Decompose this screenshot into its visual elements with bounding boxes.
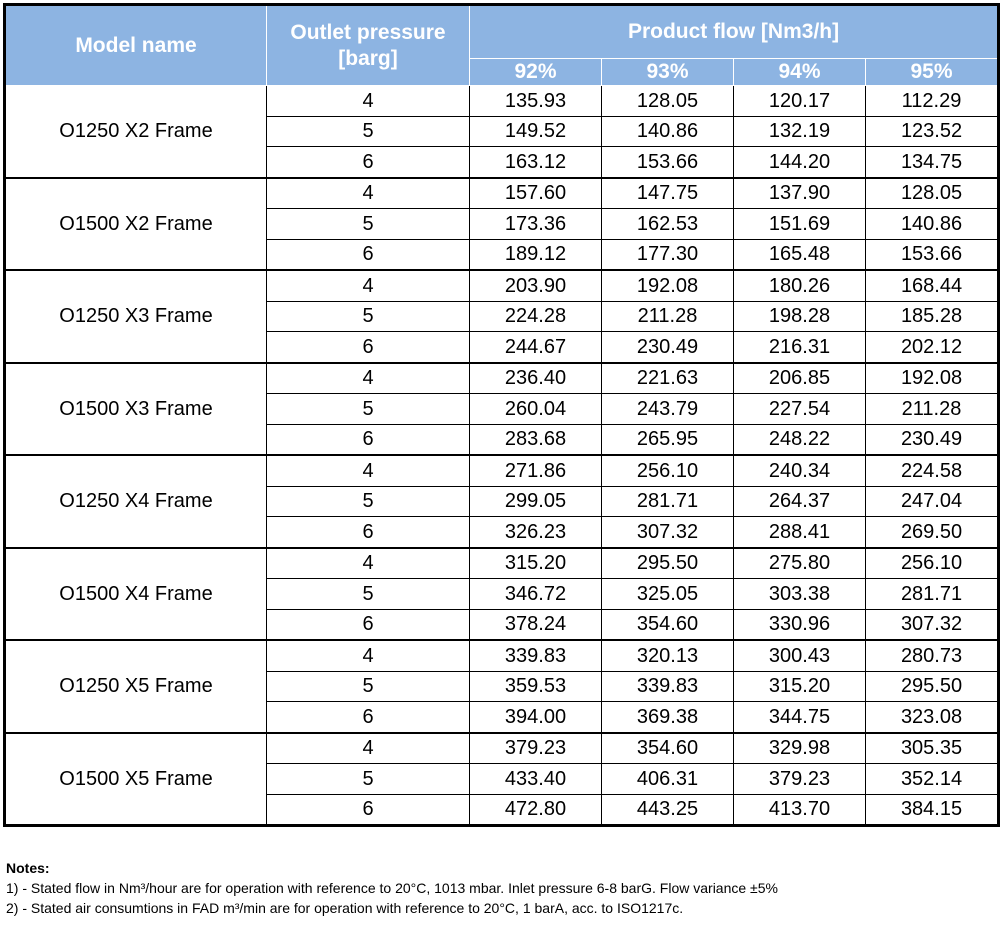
flow-value-cell: 192.08 bbox=[602, 270, 734, 301]
flow-value-cell: 265.95 bbox=[602, 424, 734, 455]
purity-header-95: 95% bbox=[866, 59, 999, 86]
flow-value-cell: 149.52 bbox=[470, 116, 602, 147]
model-name-cell: O1250 X3 Frame bbox=[5, 270, 267, 363]
flow-value-cell: 315.20 bbox=[470, 548, 602, 579]
flow-value-cell: 260.04 bbox=[470, 394, 602, 425]
table-row bbox=[5, 640, 999, 671]
flow-value-cell: 256.10 bbox=[866, 548, 999, 579]
outlet-pressure-cell: 5 bbox=[267, 764, 470, 795]
flow-value-cell: 147.75 bbox=[602, 178, 734, 209]
outlet-pressure-cell: 4 bbox=[267, 548, 470, 579]
product-flow-table bbox=[3, 3, 1000, 827]
flow-value-cell: 281.71 bbox=[602, 486, 734, 517]
flow-value-cell: 384.15 bbox=[866, 794, 999, 826]
flow-value-cell: 315.20 bbox=[734, 671, 866, 702]
flow-value-cell: 135.93 bbox=[470, 86, 602, 117]
outlet-pressure-cell: 6 bbox=[267, 332, 470, 363]
flow-value-cell: 180.26 bbox=[734, 270, 866, 301]
flow-value-cell: 198.28 bbox=[734, 301, 866, 332]
flow-value-cell: 236.40 bbox=[470, 363, 602, 394]
flow-value-cell: 352.14 bbox=[866, 764, 999, 795]
flow-value-cell: 323.08 bbox=[866, 702, 999, 733]
outlet-pressure-cell: 6 bbox=[267, 609, 470, 640]
model-name-cell: O1500 X2 Frame bbox=[5, 178, 267, 271]
outlet-pressure-cell: 6 bbox=[267, 702, 470, 733]
flow-value-cell: 378.24 bbox=[470, 609, 602, 640]
table-row bbox=[5, 455, 999, 486]
flow-value-cell: 354.60 bbox=[602, 733, 734, 764]
flow-value-cell: 406.31 bbox=[602, 764, 734, 795]
outlet-pressure-header bbox=[267, 5, 470, 86]
flow-value-cell: 244.67 bbox=[470, 332, 602, 363]
flow-value-cell: 329.98 bbox=[734, 733, 866, 764]
table-row bbox=[5, 363, 999, 394]
outlet-pressure-cell: 5 bbox=[267, 486, 470, 517]
flow-value-cell: 162.53 bbox=[602, 209, 734, 240]
flow-value-cell: 134.75 bbox=[866, 147, 999, 178]
model-name-cell: O1500 X3 Frame bbox=[5, 363, 267, 456]
flow-value-cell: 303.38 bbox=[734, 579, 866, 610]
flow-value-cell: 140.86 bbox=[602, 116, 734, 147]
flow-value-cell: 123.52 bbox=[866, 116, 999, 147]
table-header bbox=[5, 5, 999, 86]
purity-header-94: 94% bbox=[734, 59, 866, 86]
flow-value-cell: 264.37 bbox=[734, 486, 866, 517]
table-row bbox=[5, 733, 999, 764]
flow-value-cell: 177.30 bbox=[602, 239, 734, 270]
flow-value-cell: 280.73 bbox=[866, 640, 999, 671]
flow-value-cell: 295.50 bbox=[602, 548, 734, 579]
flow-value-cell: 128.05 bbox=[602, 86, 734, 117]
flow-value-cell: 346.72 bbox=[470, 579, 602, 610]
flow-value-cell: 128.05 bbox=[866, 178, 999, 209]
flow-value-cell: 433.40 bbox=[470, 764, 602, 795]
model-name-header: Model name bbox=[5, 5, 267, 86]
table-row bbox=[5, 548, 999, 579]
flow-value-cell: 137.90 bbox=[734, 178, 866, 209]
flow-value-cell: 307.32 bbox=[602, 517, 734, 548]
table-row bbox=[5, 178, 999, 209]
flow-value-cell: 281.71 bbox=[866, 579, 999, 610]
flow-value-cell: 295.50 bbox=[866, 671, 999, 702]
table-row bbox=[5, 270, 999, 301]
flow-value-cell: 299.05 bbox=[470, 486, 602, 517]
flow-value-cell: 165.48 bbox=[734, 239, 866, 270]
flow-value-cell: 211.28 bbox=[866, 394, 999, 425]
purity-header-93: 93% bbox=[602, 59, 734, 86]
notes-section bbox=[6, 858, 986, 918]
flow-value-cell: 359.53 bbox=[470, 671, 602, 702]
flow-value-cell: 230.49 bbox=[602, 332, 734, 363]
outlet-pressure-cell: 4 bbox=[267, 178, 470, 209]
flow-value-cell: 112.29 bbox=[866, 86, 999, 117]
outlet-pressure-cell: 6 bbox=[267, 794, 470, 826]
outlet-pressure-cell: 4 bbox=[267, 86, 470, 117]
note-item-1: 1) - Stated flow in Nm³/hour are for operation with reference to 20°C, 1013 mbar. Inlet pressure 6-8 barG. Flow variance ±5% bbox=[6, 880, 778, 896]
outlet-pressure-cell: 5 bbox=[267, 301, 470, 332]
flow-value-cell: 256.10 bbox=[602, 455, 734, 486]
flow-value-cell: 330.96 bbox=[734, 609, 866, 640]
flow-value-cell: 168.44 bbox=[866, 270, 999, 301]
flow-value-cell: 379.23 bbox=[734, 764, 866, 795]
model-name-cell: O1250 X2 Frame bbox=[5, 86, 267, 178]
product-flow-header: Product flow [Nm3/h] bbox=[470, 5, 999, 59]
flow-value-cell: 151.69 bbox=[734, 209, 866, 240]
flow-value-cell: 300.43 bbox=[734, 640, 866, 671]
flow-value-cell: 173.36 bbox=[470, 209, 602, 240]
flow-value-cell: 344.75 bbox=[734, 702, 866, 733]
flow-value-cell: 283.68 bbox=[470, 424, 602, 455]
flow-value-cell: 153.66 bbox=[602, 147, 734, 178]
flow-value-cell: 243.79 bbox=[602, 394, 734, 425]
flow-value-cell: 326.23 bbox=[470, 517, 602, 548]
flow-value-cell: 216.31 bbox=[734, 332, 866, 363]
flow-value-cell: 189.12 bbox=[470, 239, 602, 270]
notes-title: Notes: bbox=[6, 860, 50, 876]
flow-value-cell: 221.63 bbox=[602, 363, 734, 394]
outlet-pressure-cell: 5 bbox=[267, 394, 470, 425]
flow-value-cell: 227.54 bbox=[734, 394, 866, 425]
flow-value-cell: 269.50 bbox=[866, 517, 999, 548]
flow-value-cell: 144.20 bbox=[734, 147, 866, 178]
flow-value-cell: 394.00 bbox=[470, 702, 602, 733]
outlet-pressure-cell: 5 bbox=[267, 209, 470, 240]
outlet-pressure-cell: 4 bbox=[267, 455, 470, 486]
outlet-pressure-cell: 4 bbox=[267, 270, 470, 301]
flow-value-cell: 379.23 bbox=[470, 733, 602, 764]
model-name-cell: O1250 X4 Frame bbox=[5, 455, 267, 548]
outlet-pressure-cell: 4 bbox=[267, 363, 470, 394]
flow-value-cell: 140.86 bbox=[866, 209, 999, 240]
outlet-pressure-cell: 6 bbox=[267, 147, 470, 178]
table-body bbox=[5, 86, 999, 826]
flow-value-cell: 120.17 bbox=[734, 86, 866, 117]
flow-value-cell: 157.60 bbox=[470, 178, 602, 209]
flow-value-cell: 230.49 bbox=[866, 424, 999, 455]
flow-value-cell: 248.22 bbox=[734, 424, 866, 455]
flow-value-cell: 472.80 bbox=[470, 794, 602, 826]
model-name-cell: O1250 X5 Frame bbox=[5, 640, 267, 733]
flow-value-cell: 185.28 bbox=[866, 301, 999, 332]
flow-value-cell: 202.12 bbox=[866, 332, 999, 363]
flow-value-cell: 163.12 bbox=[470, 147, 602, 178]
outlet-pressure-cell: 5 bbox=[267, 579, 470, 610]
outlet-pressure-cell: 4 bbox=[267, 640, 470, 671]
flow-value-cell: 443.25 bbox=[602, 794, 734, 826]
flow-value-cell: 288.41 bbox=[734, 517, 866, 548]
flow-value-cell: 307.32 bbox=[866, 609, 999, 640]
outlet-pressure-cell: 5 bbox=[267, 116, 470, 147]
flow-value-cell: 320.13 bbox=[602, 640, 734, 671]
outlet-pressure-cell: 6 bbox=[267, 239, 470, 270]
purity-header-92: 92% bbox=[470, 59, 602, 86]
flow-value-cell: 339.83 bbox=[470, 640, 602, 671]
flow-value-cell: 203.90 bbox=[470, 270, 602, 301]
model-name-cell: O1500 X5 Frame bbox=[5, 733, 267, 826]
flow-value-cell: 224.28 bbox=[470, 301, 602, 332]
flow-value-cell: 369.38 bbox=[602, 702, 734, 733]
outlet-pressure-header-line1: Outlet pressure bbox=[290, 20, 446, 44]
outlet-pressure-cell: 4 bbox=[267, 733, 470, 764]
flow-value-cell: 192.08 bbox=[866, 363, 999, 394]
outlet-pressure-cell: 6 bbox=[267, 517, 470, 548]
flow-value-cell: 240.34 bbox=[734, 455, 866, 486]
flow-value-cell: 339.83 bbox=[602, 671, 734, 702]
outlet-pressure-cell: 5 bbox=[267, 671, 470, 702]
outlet-pressure-cell: 6 bbox=[267, 424, 470, 455]
flow-value-cell: 247.04 bbox=[866, 486, 999, 517]
flow-value-cell: 224.58 bbox=[866, 455, 999, 486]
flow-value-cell: 211.28 bbox=[602, 301, 734, 332]
flow-value-cell: 354.60 bbox=[602, 609, 734, 640]
outlet-pressure-header-line2: [barg] bbox=[338, 46, 398, 70]
flow-value-cell: 206.85 bbox=[734, 363, 866, 394]
flow-value-cell: 132.19 bbox=[734, 116, 866, 147]
flow-value-cell: 325.05 bbox=[602, 579, 734, 610]
flow-value-cell: 271.86 bbox=[470, 455, 602, 486]
flow-value-cell: 275.80 bbox=[734, 548, 866, 579]
table-row bbox=[5, 86, 999, 117]
flow-value-cell: 305.35 bbox=[866, 733, 999, 764]
note-item-2: 2) - Stated air consumtions in FAD m³/min are for operation with reference to 20°C, 1 barA, acc. to ISO1217c. bbox=[6, 900, 684, 916]
model-name-cell: O1500 X4 Frame bbox=[5, 548, 267, 641]
flow-value-cell: 413.70 bbox=[734, 794, 866, 826]
flow-value-cell: 153.66 bbox=[866, 239, 999, 270]
